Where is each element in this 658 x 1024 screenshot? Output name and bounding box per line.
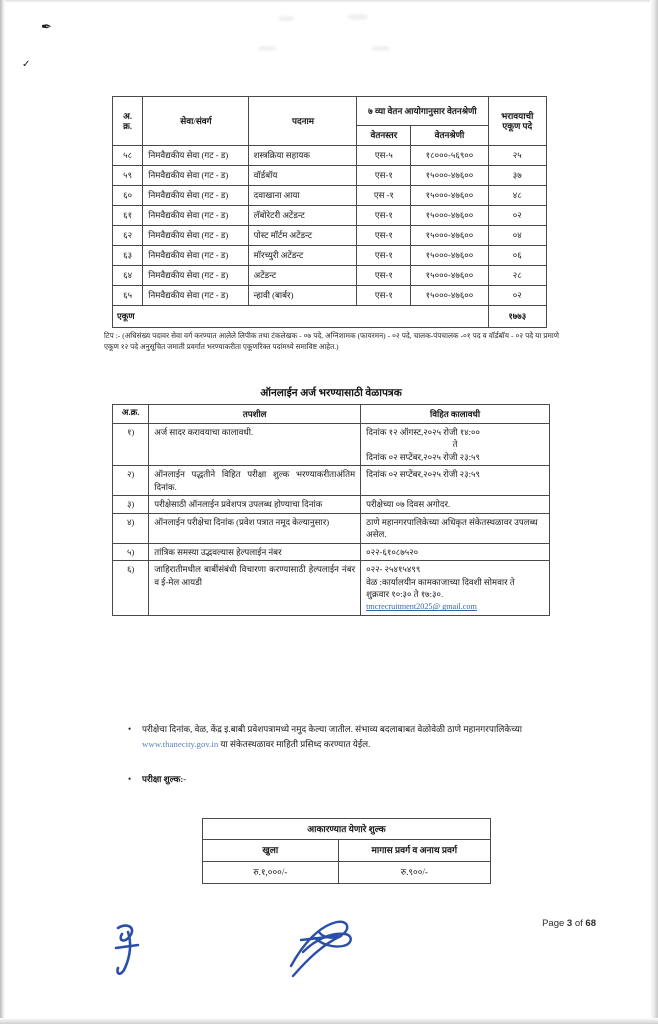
schedule-table-body xyxy=(113,424,550,616)
cell-sr-no: ५९ xyxy=(113,166,143,186)
period-line: वेळ :कार्यालयीन कामकाजाच्या दिवशी सोमवार ते xyxy=(366,576,515,587)
cell-designation: अटेंडन्ट xyxy=(248,266,357,286)
table-row xyxy=(113,286,547,306)
cell-designation: शस्त्रक्रिया सहायक xyxy=(248,146,357,166)
period-line: ०२२-६१०८७५२० xyxy=(366,546,419,557)
bullet-text-exam-details xyxy=(142,722,558,751)
handwritten-ink-mark: ✓ xyxy=(22,59,31,70)
posts-table-header-row xyxy=(113,97,547,126)
cell-service-cadre: निमवैद्यकीय सेवा (गट - ड) xyxy=(143,206,248,226)
schedule-header-sr-no: अ.क्र. xyxy=(113,405,149,424)
table-row xyxy=(113,186,547,206)
table-row xyxy=(113,424,550,466)
table-row xyxy=(113,246,547,266)
cell-pay-level: एस-१ xyxy=(357,226,411,246)
cell-service-cadre: निमवैद्यकीय सेवा (गट - ड) xyxy=(143,226,248,246)
cell-details: तांत्रिक समस्या उद्भवल्यास हेल्पलाईन नंबर xyxy=(149,543,361,560)
cell-sr-no: ५८ xyxy=(113,146,143,166)
cell-designation: दवाखाना आया xyxy=(248,186,357,206)
cell-pay-scale: १५०००-४७६०० xyxy=(411,286,488,306)
table-row xyxy=(113,513,550,543)
scan-smudge xyxy=(258,46,276,51)
header-service-cadre: सेवा/संवर्ग xyxy=(143,97,248,146)
table-row xyxy=(113,206,547,226)
fee-table xyxy=(202,818,491,884)
cell-total-posts: ०६ xyxy=(488,246,546,266)
fee-table-value-row xyxy=(203,862,491,884)
cell-period xyxy=(361,543,550,560)
posts-table-head xyxy=(113,97,547,146)
bullet-list xyxy=(128,722,558,787)
thanecity-website-link[interactable]: www.thanecity.gov.in xyxy=(142,738,219,749)
scan-smudge xyxy=(372,46,390,51)
cell-designation: लॅबोरेटरी अटेंडन्ट xyxy=(248,206,357,226)
cell-period xyxy=(361,466,550,496)
schedule-table xyxy=(112,404,550,616)
bullet-item-exam-fee xyxy=(128,772,558,787)
bullet-text-before-link: परीक्षेचा दिनांक, वेळ, केंद्र इ.बाबी प्रवेशपत्रामध्ये नमुद केल्या जातील. संभाव्य बदलाबाबत वेळोवेळी ठाणे महानगरपालिकेच्या xyxy=(142,724,522,734)
header-pay-commission-group: ७ व्या वेतन आयोगानुसार वेतनश्रेणी xyxy=(357,97,488,126)
period-line: ०२२- २५४१५४९९ xyxy=(366,564,421,575)
header-designation: पदनाम xyxy=(248,97,357,146)
fee-header-reserved: मागास प्रवर्ग व अनाथ प्रवर्ग xyxy=(338,840,490,862)
schedule-table-head xyxy=(113,405,550,424)
cell-total-posts: २८ xyxy=(488,266,546,286)
cell-pay-scale: १५०००-४७६०० xyxy=(411,266,488,286)
table-row xyxy=(113,561,550,616)
posts-table-body xyxy=(113,146,547,328)
page-number xyxy=(542,918,596,929)
table-row xyxy=(113,496,550,513)
bullet-marker: • xyxy=(128,774,132,784)
bullet-spacer xyxy=(128,751,558,772)
cell-sr-no: ६१ xyxy=(113,206,143,226)
cell-pay-level: एस-५ xyxy=(357,146,411,166)
bullet-marker: • xyxy=(128,724,132,734)
cell-sr-no: ६२ xyxy=(113,226,143,246)
table-row xyxy=(113,466,550,496)
cell-service-cadre: निमवैद्यकीय सेवा (गट - ड) xyxy=(143,266,248,286)
cell-service-cadre: निमवैद्यकीय सेवा (गट - ड) xyxy=(143,246,248,266)
cell-total-posts: ०४ xyxy=(488,226,546,246)
handwritten-ink-mark: ✒ xyxy=(41,19,52,34)
period-line: दिनांक ०२ सप्टेंबर,२०२५ रोजी २३:५९ xyxy=(366,469,480,480)
period-line: दिनांक ०२ सप्टेंबर,२०२५ रोजी २३:५९ xyxy=(366,451,480,462)
period-line: ते xyxy=(452,439,458,450)
period-line: दिनांक १२ ऑगस्ट,२०२५ रोजी १४:०० xyxy=(366,427,480,437)
cell-total-posts: ०२ xyxy=(488,206,546,226)
fee-table-title: आकारण्यात येणारे शुल्क xyxy=(203,819,491,840)
schedule-header-period: विहित कालावधी xyxy=(361,405,550,424)
cell-pay-scale: १५०००-४७६०० xyxy=(411,246,488,266)
period-line: शुक्रवार १०:३० ते १७:३०. xyxy=(366,588,444,599)
page-total: 68 xyxy=(585,918,596,929)
cell-pay-level: एस-१ xyxy=(357,246,411,266)
cell-pay-level: एस -१ xyxy=(357,186,411,206)
signature-authorised-officer xyxy=(285,910,365,984)
bullet-item-exam-details xyxy=(128,722,558,751)
table-row xyxy=(113,266,547,286)
header-pay-scale: वेतनश्रेणी xyxy=(411,126,488,146)
cell-details: परीक्षेसाठी ऑनलाईन प्रवेशपत्र उपलब्ध होण्याचा दिनांक xyxy=(149,496,361,513)
cell-sr-no: ६० xyxy=(113,186,143,206)
cell-sr-no: ६४ xyxy=(113,266,143,286)
schedule-header-row xyxy=(113,405,550,424)
cell-sr-no: ६) xyxy=(113,561,149,616)
total-label: एकूण xyxy=(113,306,489,328)
header-total-posts-line2: एकूण पदे xyxy=(502,121,533,131)
cell-total-posts: ४८ xyxy=(488,186,546,206)
cell-period xyxy=(361,496,550,513)
posts-table xyxy=(112,96,547,328)
cell-sr-no: ५) xyxy=(113,543,149,560)
fee-value-open: रु.१,०००/- xyxy=(203,862,339,884)
period-line: परीक्षेच्या ०७ दिवस अगोदर. xyxy=(366,499,451,510)
cell-designation: पोस्ट मॉर्टम अटेंडन्ट xyxy=(248,226,357,246)
email-link[interactable]: tmcrecruitment2025@ gmail.com xyxy=(366,602,477,612)
cell-service-cadre: निमवैद्यकीय सेवा (गट - ड) xyxy=(143,166,248,186)
fee-table-header-row xyxy=(203,840,491,862)
header-sr-no-line1: अ. xyxy=(123,110,133,121)
cell-sr-no: ६३ xyxy=(113,246,143,266)
header-sr-no-line2: क्र. xyxy=(123,121,133,131)
cell-designation: न्हावी (बार्बर) xyxy=(248,286,357,306)
bullet-text-exam-fee: परीक्षा शुल्क:- xyxy=(142,774,187,784)
table-row xyxy=(113,166,547,186)
header-total-posts-line1: भरावयाची xyxy=(501,110,534,121)
cell-designation: मॉरच्युरी अटेंडन्ट xyxy=(248,246,357,266)
cell-sr-no: ३) xyxy=(113,496,149,513)
cell-pay-scale: १५०००-४७६०० xyxy=(411,186,488,206)
scan-smudge xyxy=(278,16,294,21)
cell-details: जाहिरातीमधील बाबींसंबंधी विचारणा करण्यासाठी हेल्पलाईन नंबर व ई-मेल आयडी xyxy=(149,561,361,616)
header-sr-no xyxy=(113,97,143,146)
cell-designation: वॉर्डबॉय xyxy=(248,166,357,186)
table-row xyxy=(113,543,550,560)
cell-pay-level: एस-१ xyxy=(357,206,411,226)
cell-pay-scale: १८०००-५६९०० xyxy=(411,146,488,166)
cell-pay-scale: १५०००-४७६०० xyxy=(411,166,488,186)
note-paragraph: टिप :- (अधिसंख्य पदावर सेवा वर्ग करण्यात आलेले लिपीक तथा टंकलेखक - ०७ पदे, अग्निशामक (फायरमन) - ०२ पदे, चालक-पंपचालक -०१ पद व वॉर्डबॉय - ०२ पदे या प्रमाणे एकूण १२ पदे अनुसूचित जमाती प्रवर्गात भरण्याकरीता एकूणरिक्त पदांमध्ये समाविष्ट आहेत.) xyxy=(104,331,559,352)
fee-header-open: खुला xyxy=(203,840,339,862)
signature-initial-left xyxy=(108,918,152,980)
bullet-text-after-link: या संकेतस्थळावर माहिती प्रसिध्द करण्यात येईल. xyxy=(218,738,371,749)
fee-value-reserved: रु.९००/- xyxy=(338,862,490,884)
page-label-prefix: Page xyxy=(542,918,565,929)
cell-service-cadre: निमवैद्यकीय सेवा (गट - ड) xyxy=(143,286,248,306)
cell-total-posts: २५ xyxy=(488,146,546,166)
header-pay-level: वेतनस्तर xyxy=(357,126,411,146)
cell-pay-scale: १५०००-४७६०० xyxy=(411,206,488,226)
cell-service-cadre: निमवैद्यकीय सेवा (गट - ड) xyxy=(143,186,248,206)
cell-period xyxy=(361,561,550,616)
cell-details: ऑनलाईन परीक्षेचा दिनांक (प्रवेश पत्रात नमूद केल्यानुसार) xyxy=(149,513,361,543)
cell-details: ऑनलाईन पद्धतीने विहित परीक्षा शुल्क भरण्याकरीताअंतिम दिनांक. xyxy=(149,466,361,496)
table-row-total xyxy=(113,306,547,328)
total-value: १७७३ xyxy=(488,306,546,328)
cell-sr-no: ६५ xyxy=(113,286,143,306)
cell-service-cadre: निमवैद्यकीय सेवा (गट - ड) xyxy=(143,146,248,166)
header-total-posts xyxy=(488,97,546,146)
cell-pay-level: एस-१ xyxy=(357,286,411,306)
cell-period xyxy=(361,424,550,466)
schedule-title: ऑनलाईन अर्ज भरण्यासाठी वेळापत्रक xyxy=(260,388,402,399)
scan-smudge xyxy=(348,14,368,20)
cell-total-posts: ३७ xyxy=(488,166,546,186)
cell-pay-scale: १५०००-४७६०० xyxy=(411,226,488,246)
cell-pay-level: एस-१ xyxy=(357,166,411,186)
page-label-middle: of xyxy=(574,918,583,929)
cell-total-posts: ०२ xyxy=(488,286,546,306)
table-row xyxy=(113,226,547,246)
fee-table-body xyxy=(203,819,491,884)
cell-sr-no: १) xyxy=(113,424,149,466)
table-row xyxy=(113,146,547,166)
cell-period xyxy=(361,513,550,543)
cell-sr-no: ४) xyxy=(113,513,149,543)
cell-sr-no: २) xyxy=(113,466,149,496)
period-line: ठाणे महानगरपालिकेच्या अधिकृत संकेतस्थळावर उपलब्ध असेल. xyxy=(366,516,538,540)
schedule-header-details: तपशील xyxy=(149,405,361,424)
cell-pay-level: एस-१ xyxy=(357,266,411,286)
cell-details: अर्ज सादर करावयाचा कालावधी. xyxy=(149,424,361,466)
page-current: 3 xyxy=(566,918,573,929)
fee-table-title-row xyxy=(203,819,491,840)
